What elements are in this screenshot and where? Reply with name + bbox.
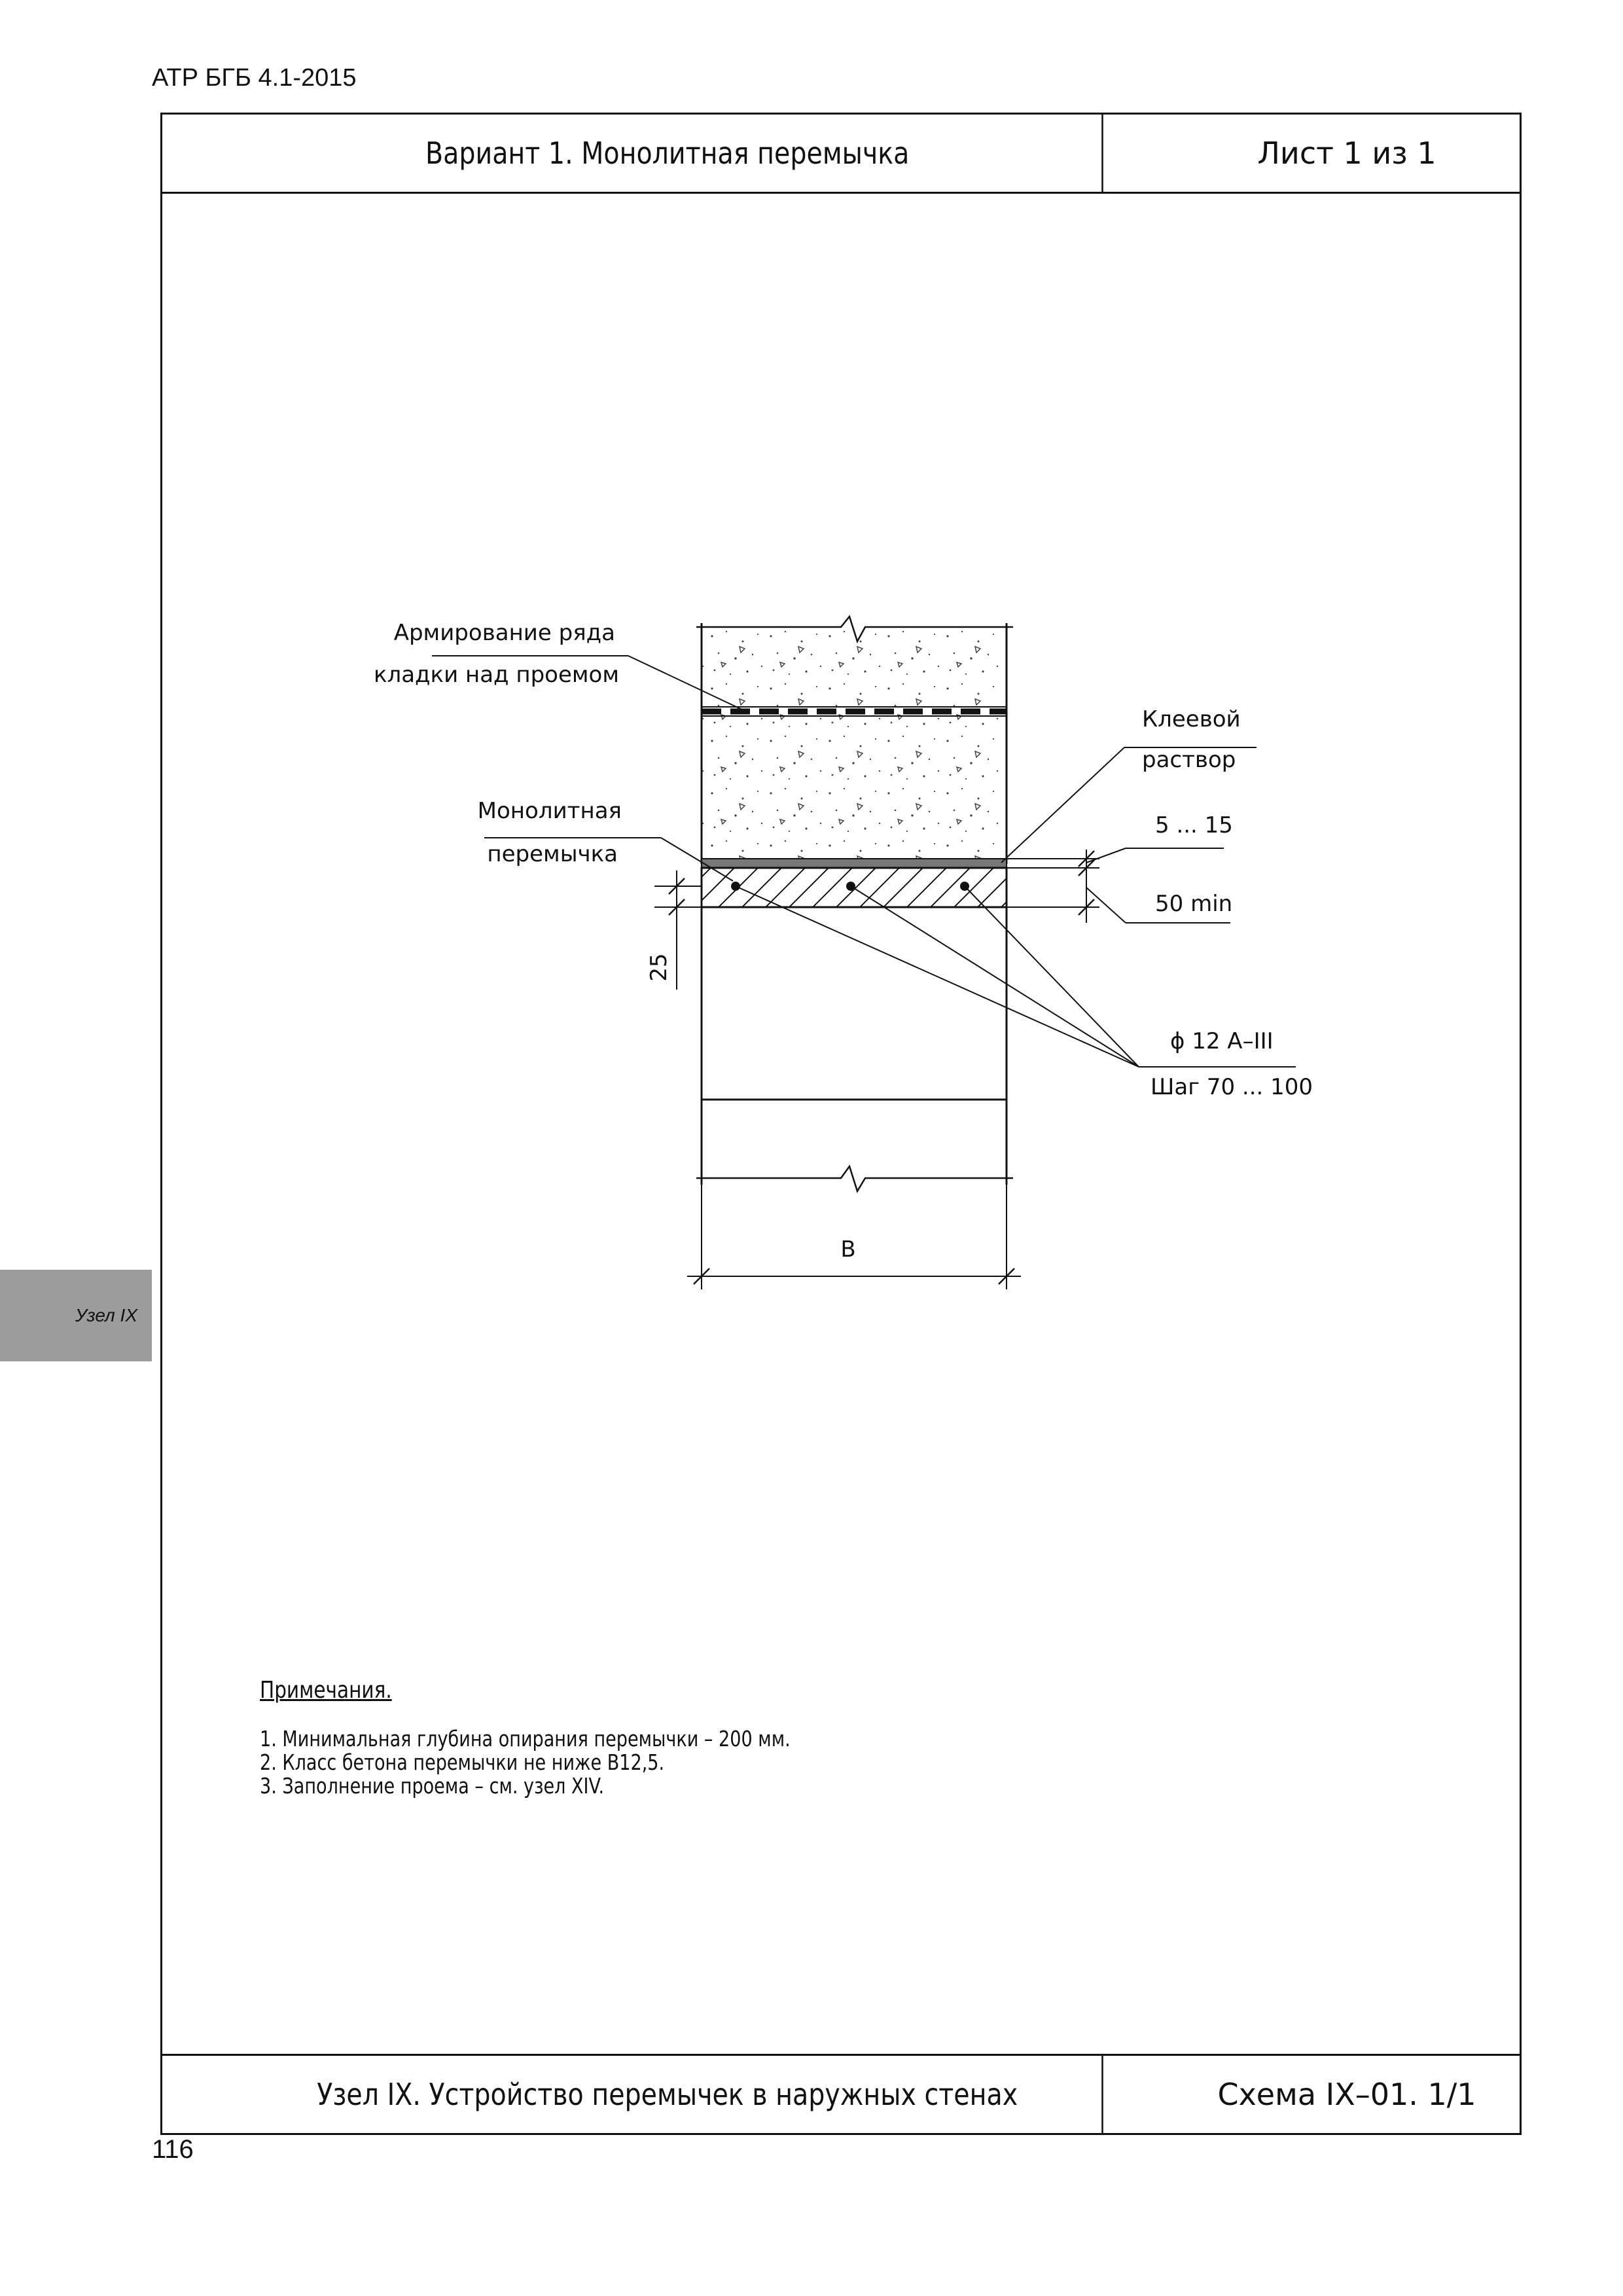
label-reinforcement-2: кладки над проемом [373,662,619,688]
upper-block-fill [702,628,1007,859]
note-item-3: 3. Заполнение проема – см. узел XIV. [260,1773,605,1799]
label-rebar-2: Шаг 70 ... 100 [1150,1074,1313,1100]
label-lintel-2: перемычка [487,841,618,867]
glue-mortar-layer [702,859,1007,868]
bottom-break-line [696,1166,1013,1191]
note-item-1: 1. Минимальная глубина опирания перемычки – 200 мм. [260,1726,791,1751]
document-code: АТР БГБ 4.1-2015 [152,64,357,92]
leader-rebar-3 [965,886,1139,1067]
label-lintel-1: Монолитная [477,798,622,824]
dim-glue-label: 5 ... 15 [1155,812,1233,838]
dim-cover-label: 25 [646,953,672,982]
sheet-title: Вариант 1. Монолитная перемычка [233,115,1103,192]
label-glue-1: Клеевой [1142,706,1241,732]
label-reinforcement-1: Армирование ряда [393,620,615,646]
page-number: 116 [152,2135,194,2164]
notes-block [260,1679,791,1798]
label-glue-2: раствор [1142,747,1236,773]
leader-rebar-1 [736,886,1139,1067]
node-title: Узел IX. Устройство перемычек в наружных стенах [233,2056,1103,2133]
notes-heading: Примечания. [260,1677,392,1704]
scheme-number: Схема IX–01. 1/1 [1217,2077,1476,2112]
dim-lintel-label: 50 min [1155,891,1233,917]
note-item-2: 2. Класс бетона перемычки не ниже В12,5. [260,1749,665,1775]
leader-glue [1001,747,1124,863]
dim-width-label: B [840,1236,856,1263]
sheet-number: Лист 1 из 1 [1257,135,1436,171]
leader-glue-dim [1086,848,1126,863]
leader-lintel-dim [1086,888,1126,923]
window-opening-frame [702,907,1007,1100]
leader-rebar-2 [851,886,1139,1067]
label-rebar-1: ϕ 12 А–III [1170,1028,1274,1054]
section-tab-label: Узел IX [75,1305,137,1325]
